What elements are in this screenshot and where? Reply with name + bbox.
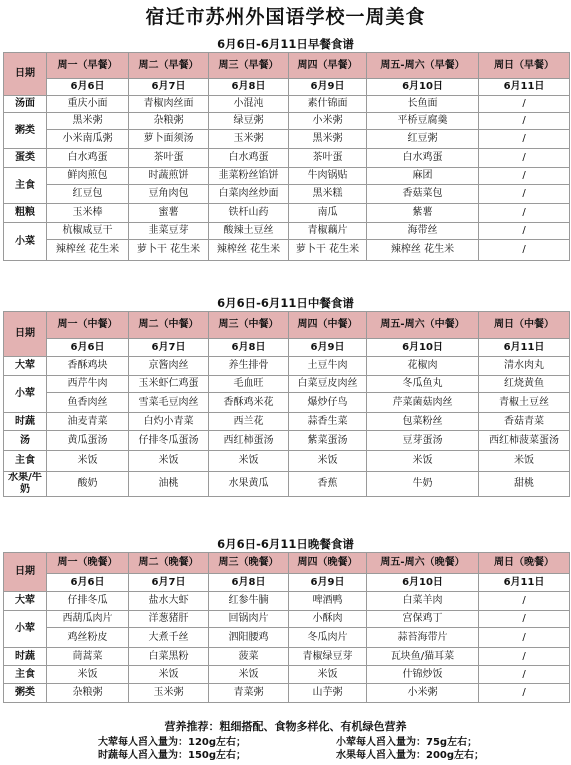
date-cell: 6月8日 bbox=[209, 339, 289, 357]
dish-cell: 黑米糕 bbox=[289, 185, 367, 204]
weekday-header: 周日（中餐） bbox=[479, 312, 570, 339]
dish-cell: 牛奶 bbox=[367, 472, 479, 497]
dish-cell: / bbox=[479, 149, 570, 168]
weekday-header: 周五-周六（晚餐） bbox=[367, 553, 479, 574]
table-row bbox=[4, 451, 570, 472]
dish-cell: 玉米棒 bbox=[47, 204, 129, 223]
dish-cell: 萝卜干 花生米 bbox=[129, 240, 209, 261]
category-label: 粥类 bbox=[4, 113, 47, 149]
table-row bbox=[4, 666, 570, 684]
dish-cell: 蒜香生菜 bbox=[289, 413, 367, 431]
dish-cell: / bbox=[479, 130, 570, 149]
big-meat-portion: 大荤每人舀入量为：120g左右； bbox=[98, 737, 247, 748]
menu-table bbox=[3, 552, 570, 703]
dish-cell: 辣榨丝 花生米 bbox=[209, 240, 289, 261]
date-row bbox=[4, 79, 570, 96]
dish-cell: 白菜黑粉 bbox=[129, 648, 209, 666]
dish-cell: 宫保鸡丁 bbox=[367, 611, 479, 628]
dish-cell: 回锅肉片 bbox=[209, 611, 289, 628]
date-cell: 6月9日 bbox=[289, 339, 367, 357]
weekday-header: 周一（晚餐） bbox=[47, 553, 129, 574]
weekday-header: 周日（晚餐） bbox=[479, 553, 570, 574]
dish-cell: 平桥豆腐羹 bbox=[367, 113, 479, 130]
dish-cell: 小米粥 bbox=[367, 684, 479, 703]
section-title: 6月6日-6月11日中餐食谱 bbox=[217, 296, 354, 310]
category-label: 汤 bbox=[4, 431, 47, 451]
dish-cell: 青椒绿豆芽 bbox=[289, 648, 367, 666]
dish-cell: / bbox=[479, 592, 570, 611]
dish-cell: 重庆小面 bbox=[47, 96, 129, 113]
dish-cell: 白水鸡蛋 bbox=[47, 149, 129, 168]
small-meat-portion: 小荤每人舀入量为：75g左右； bbox=[336, 737, 478, 748]
dish-cell: 酸辣土豆丝 bbox=[209, 223, 289, 240]
table-row bbox=[4, 684, 570, 703]
dish-cell: / bbox=[479, 96, 570, 113]
dish-cell: / bbox=[479, 168, 570, 185]
menu-table bbox=[3, 311, 570, 497]
table-row bbox=[4, 393, 570, 413]
date-cell: 6月8日 bbox=[209, 79, 289, 96]
category-label: 粥类 bbox=[4, 684, 47, 703]
category-label: 小菜 bbox=[4, 223, 47, 261]
dish-cell: 白水鸡蛋 bbox=[367, 149, 479, 168]
dish-cell: 香菇菜包 bbox=[367, 185, 479, 204]
dish-cell: 水果黄瓜 bbox=[209, 472, 289, 497]
category-label: 水果/牛奶 bbox=[4, 472, 47, 497]
dish-cell: 西兰花 bbox=[209, 413, 289, 431]
dish-cell: 黑米粥 bbox=[47, 113, 129, 130]
page-title: 宿迁市苏州外国语学校一周美食 bbox=[145, 6, 426, 28]
dish-cell: / bbox=[479, 113, 570, 130]
dish-cell: 红豆粥 bbox=[367, 130, 479, 149]
weekday-header: 周一（中餐） bbox=[47, 312, 129, 339]
dish-cell: 大煮千丝 bbox=[129, 628, 209, 648]
dish-cell: 油麦青菜 bbox=[47, 413, 129, 431]
dish-cell: 甜桃 bbox=[479, 472, 570, 497]
dish-cell: 茶叶蛋 bbox=[289, 149, 367, 168]
dish-cell: 杂粮粥 bbox=[129, 113, 209, 130]
dish-cell: 米饭 bbox=[47, 666, 129, 684]
table-row bbox=[4, 204, 570, 223]
dish-cell: 清水肉丸 bbox=[479, 357, 570, 376]
dish-cell: 铁杆山药 bbox=[209, 204, 289, 223]
dish-cell: 红参牛腩 bbox=[209, 592, 289, 611]
dish-cell: 韭菜豆芽 bbox=[129, 223, 209, 240]
dish-cell: 西红柿蛋汤 bbox=[209, 431, 289, 451]
date-label: 日期 bbox=[4, 312, 47, 357]
dish-cell: 小混沌 bbox=[209, 96, 289, 113]
dish-cell: 青椒藕片 bbox=[289, 223, 367, 240]
dish-cell: 杂粮粥 bbox=[47, 684, 129, 703]
dish-cell: 米饭 bbox=[129, 666, 209, 684]
dish-cell: 青椒肉丝面 bbox=[129, 96, 209, 113]
dish-cell: 西红柿菠菜蛋汤 bbox=[479, 431, 570, 451]
weekday-header: 周日（早餐） bbox=[479, 53, 570, 79]
dish-cell: 香蕉 bbox=[289, 472, 367, 497]
dish-cell: 酸奶 bbox=[47, 472, 129, 497]
category-label: 粗粮 bbox=[4, 204, 47, 223]
dish-cell: 米饭 bbox=[289, 666, 367, 684]
weekday-header: 周三（早餐） bbox=[209, 53, 289, 79]
weekday-header: 周二（晚餐） bbox=[129, 553, 209, 574]
table-row bbox=[4, 431, 570, 451]
weekday-header: 周四（中餐） bbox=[289, 312, 367, 339]
vegetable-portion: 时蔬每人舀入量为：150g左右； bbox=[98, 750, 247, 761]
dish-cell: 茶叶蛋 bbox=[129, 149, 209, 168]
weekday-header: 周二（早餐） bbox=[129, 53, 209, 79]
dish-cell: 米饭 bbox=[479, 451, 570, 472]
dish-cell: / bbox=[479, 648, 570, 666]
dish-cell: 白灼小青菜 bbox=[129, 413, 209, 431]
table-row bbox=[4, 185, 570, 204]
table-row bbox=[4, 592, 570, 611]
date-label: 日期 bbox=[4, 53, 47, 96]
dish-cell: / bbox=[479, 240, 570, 261]
date-cell: 6月8日 bbox=[209, 574, 289, 592]
category-label: 主食 bbox=[4, 666, 47, 684]
dish-cell: 花椒肉 bbox=[367, 357, 479, 376]
category-label: 小荤 bbox=[4, 611, 47, 648]
date-cell: 6月11日 bbox=[479, 79, 570, 96]
dish-cell: 玉米粥 bbox=[129, 684, 209, 703]
dish-cell: 海带丝 bbox=[367, 223, 479, 240]
date-cell: 6月6日 bbox=[47, 79, 129, 96]
dish-cell: 米饭 bbox=[209, 666, 289, 684]
dish-cell: / bbox=[479, 611, 570, 628]
table-row bbox=[4, 96, 570, 113]
dish-cell: 西芹牛肉 bbox=[47, 376, 129, 393]
dish-cell: 鸡丝粉皮 bbox=[47, 628, 129, 648]
dish-cell: 啤酒鸭 bbox=[289, 592, 367, 611]
dish-cell: 萝卜面须汤 bbox=[129, 130, 209, 149]
section-title: 6月6日-6月11日早餐食谱 bbox=[217, 37, 354, 51]
section-title: 6月6日-6月11日晚餐食谱 bbox=[217, 537, 354, 551]
category-label: 大荤 bbox=[4, 357, 47, 376]
dish-cell: / bbox=[479, 223, 570, 240]
dish-cell: / bbox=[479, 666, 570, 684]
dish-cell: 黑米粥 bbox=[289, 130, 367, 149]
dish-cell: 麻团 bbox=[367, 168, 479, 185]
dish-cell: 仔排冬瓜蛋汤 bbox=[129, 431, 209, 451]
table-row bbox=[4, 130, 570, 149]
table-row bbox=[4, 413, 570, 431]
weekday-header: 周二（中餐） bbox=[129, 312, 209, 339]
weekday-header: 周三（晚餐） bbox=[209, 553, 289, 574]
dish-cell: 雪菜毛豆肉丝 bbox=[129, 393, 209, 413]
dish-cell: 豆芽蛋汤 bbox=[367, 431, 479, 451]
dish-cell: 玉米虾仁鸡蛋 bbox=[129, 376, 209, 393]
dish-cell: 仔排冬瓜 bbox=[47, 592, 129, 611]
dish-cell: 鲜肉煎包 bbox=[47, 168, 129, 185]
table-row bbox=[4, 648, 570, 666]
date-cell: 6月10日 bbox=[367, 79, 479, 96]
dish-cell: 青椒土豆丝 bbox=[479, 393, 570, 413]
dish-cell: 香酥鸡米花 bbox=[209, 393, 289, 413]
dish-cell: 牛肉锅贴 bbox=[289, 168, 367, 185]
dish-cell: 鱼香肉丝 bbox=[47, 393, 129, 413]
dish-cell: 米饭 bbox=[129, 451, 209, 472]
table-row bbox=[4, 472, 570, 497]
date-row bbox=[4, 574, 570, 592]
dish-cell: 紫薯 bbox=[367, 204, 479, 223]
dish-cell: 洋葱猪肝 bbox=[129, 611, 209, 628]
category-label: 小荤 bbox=[4, 376, 47, 413]
dish-cell: 毛血旺 bbox=[209, 376, 289, 393]
dish-cell: 小酥肉 bbox=[289, 611, 367, 628]
date-cell: 6月9日 bbox=[289, 79, 367, 96]
table-row bbox=[4, 376, 570, 393]
dish-cell: 白菜肉丝炒面 bbox=[209, 185, 289, 204]
dish-cell: 包菜粉丝 bbox=[367, 413, 479, 431]
weekday-row bbox=[4, 53, 570, 79]
dish-cell: 玉米粥 bbox=[209, 130, 289, 149]
dish-cell: / bbox=[479, 204, 570, 223]
dish-cell: 萝卜干 花生米 bbox=[289, 240, 367, 261]
dish-cell: 小米粥 bbox=[289, 113, 367, 130]
table-row bbox=[4, 240, 570, 261]
date-cell: 6月7日 bbox=[129, 79, 209, 96]
weekday-row bbox=[4, 312, 570, 339]
category-label: 主食 bbox=[4, 168, 47, 204]
dish-cell: 紫菜蛋汤 bbox=[289, 431, 367, 451]
weekday-header: 周四（早餐） bbox=[289, 53, 367, 79]
dish-cell: 辣榨丝 花生米 bbox=[47, 240, 129, 261]
dish-cell: 青菜粥 bbox=[209, 684, 289, 703]
dish-cell: 南瓜 bbox=[289, 204, 367, 223]
date-cell: 6月10日 bbox=[367, 574, 479, 592]
dish-cell: 芹菜菌菇肉丝 bbox=[367, 393, 479, 413]
dish-cell: 冬瓜鱼丸 bbox=[367, 376, 479, 393]
dish-cell: 时蔬煎饼 bbox=[129, 168, 209, 185]
dish-cell: 瓦块鱼/猫耳菜 bbox=[367, 648, 479, 666]
dish-cell: / bbox=[479, 185, 570, 204]
weekday-header: 周一（早餐） bbox=[47, 53, 129, 79]
dish-cell: 杭椒咸豆干 bbox=[47, 223, 129, 240]
date-cell: 6月10日 bbox=[367, 339, 479, 357]
nutrition-tips: 营养推荐：粗细搭配、食物多样化、有机绿色营养 bbox=[164, 720, 407, 733]
table-row bbox=[4, 223, 570, 240]
dish-cell: / bbox=[479, 628, 570, 648]
dish-cell: 西葫瓜肉片 bbox=[47, 611, 129, 628]
table-row bbox=[4, 149, 570, 168]
date-label: 日期 bbox=[4, 553, 47, 592]
dish-cell: 什锦炒饭 bbox=[367, 666, 479, 684]
dish-cell: 盐水大虾 bbox=[129, 592, 209, 611]
dish-cell: 土豆牛肉 bbox=[289, 357, 367, 376]
dish-cell: 豆角肉包 bbox=[129, 185, 209, 204]
date-cell: 6月11日 bbox=[479, 339, 570, 357]
dish-cell: 泗阳腰鸡 bbox=[209, 628, 289, 648]
dish-cell: 茼蒿菜 bbox=[47, 648, 129, 666]
dish-cell: 香酥鸡块 bbox=[47, 357, 129, 376]
dish-cell: 香菇青菜 bbox=[479, 413, 570, 431]
dish-cell: 米饭 bbox=[47, 451, 129, 472]
category-label: 汤面 bbox=[4, 96, 47, 113]
dish-cell: 红豆包 bbox=[47, 185, 129, 204]
dish-cell: 绿豆粥 bbox=[209, 113, 289, 130]
category-label: 大荤 bbox=[4, 592, 47, 611]
dish-cell: 油桃 bbox=[129, 472, 209, 497]
dish-cell: 红烧黄鱼 bbox=[479, 376, 570, 393]
dish-cell: 长鱼面 bbox=[367, 96, 479, 113]
category-label: 时蔬 bbox=[4, 648, 47, 666]
date-cell: 6月11日 bbox=[479, 574, 570, 592]
table-row bbox=[4, 611, 570, 628]
category-label: 时蔬 bbox=[4, 413, 47, 431]
dish-cell: 米饭 bbox=[367, 451, 479, 472]
dish-cell: 山芋粥 bbox=[289, 684, 367, 703]
dish-cell: 韭菜粉丝馅饼 bbox=[209, 168, 289, 185]
weekday-header: 周五-周六（中餐） bbox=[367, 312, 479, 339]
weekday-row bbox=[4, 553, 570, 574]
date-cell: 6月6日 bbox=[47, 339, 129, 357]
dish-cell: 米饭 bbox=[289, 451, 367, 472]
menu-table bbox=[3, 52, 570, 261]
dish-cell: 白菜羊肉 bbox=[367, 592, 479, 611]
category-label: 主食 bbox=[4, 451, 47, 472]
table-row bbox=[4, 113, 570, 130]
date-cell: 6月7日 bbox=[129, 339, 209, 357]
dish-cell: 蒜苔海带片 bbox=[367, 628, 479, 648]
table-row bbox=[4, 628, 570, 648]
dish-cell: 京酱肉丝 bbox=[129, 357, 209, 376]
dish-cell: 白水鸡蛋 bbox=[209, 149, 289, 168]
dish-cell: 菠菜 bbox=[209, 648, 289, 666]
dish-cell: 黄瓜蛋汤 bbox=[47, 431, 129, 451]
dish-cell: 冬瓜肉片 bbox=[289, 628, 367, 648]
category-label: 蛋类 bbox=[4, 149, 47, 168]
dish-cell: / bbox=[479, 684, 570, 703]
table-row bbox=[4, 357, 570, 376]
dish-cell: 养生排骨 bbox=[209, 357, 289, 376]
fruit-portion: 水果每人舀入量为：200g左右； bbox=[336, 750, 485, 761]
weekday-header: 周五-周六（早餐） bbox=[367, 53, 479, 79]
dish-cell: 米饭 bbox=[209, 451, 289, 472]
dish-cell: 蜜薯 bbox=[129, 204, 209, 223]
date-cell: 6月9日 bbox=[289, 574, 367, 592]
dish-cell: 辣榨丝 花生米 bbox=[367, 240, 479, 261]
dish-cell: 白菜豆皮肉丝 bbox=[289, 376, 367, 393]
weekday-header: 周四（晚餐） bbox=[289, 553, 367, 574]
dish-cell: 素什锦面 bbox=[289, 96, 367, 113]
table-row bbox=[4, 168, 570, 185]
dish-cell: 小米南瓜粥 bbox=[47, 130, 129, 149]
date-row bbox=[4, 339, 570, 357]
date-cell: 6月6日 bbox=[47, 574, 129, 592]
date-cell: 6月7日 bbox=[129, 574, 209, 592]
weekday-header: 周三（中餐） bbox=[209, 312, 289, 339]
dish-cell: 爆炒仔鸟 bbox=[289, 393, 367, 413]
